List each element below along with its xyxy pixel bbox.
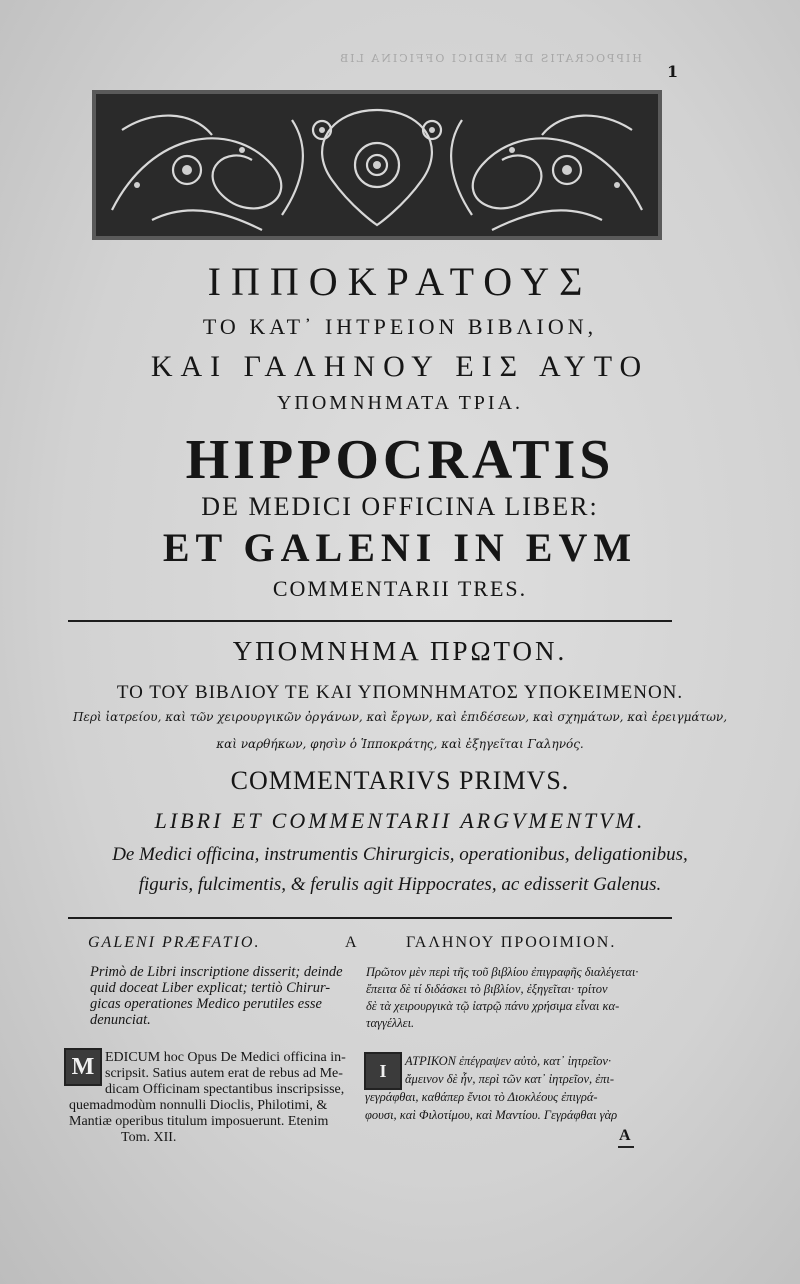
right-column-summary: [366, 964, 638, 1032]
summary-line: Primò de Libri inscriptione disserit; deinde: [90, 964, 343, 980]
show-through-text: HIPPOCRATIS DE MEDICI OFFICINA LIB: [338, 52, 642, 65]
latin-title-line-4: COMMENTARII TRES.: [272, 576, 528, 601]
body-line: ἄμεινον δὲ ἦν, περὶ τῶν κατ᾿ ἰητρεῖον, ἐπι-: [405, 1072, 615, 1086]
summary-line: denunciat.: [90, 1012, 151, 1028]
decorated-initial-m: M: [64, 1048, 102, 1086]
body-line: Tom. XII.: [121, 1130, 177, 1145]
body-line: EDICUM hoc Opus De Medici officina in-: [105, 1050, 346, 1065]
left-column-body: [69, 1050, 346, 1146]
right-column-heading: ΓΑΛΗΝΟΥ ΠΡΟΟΙΜΙΟΝ.: [406, 934, 617, 951]
body-line: γεγράφθαι, καθάπερ ἔνιοι τὸ Διοκλέους ἐπιγρά-: [365, 1090, 598, 1104]
greek-title-line-3: ΚΑΙ ΓΑΛΗΝΟΥ ΕΙΣ ΑΥΤΟ: [150, 350, 650, 383]
summary-line: Πρῶτον μὲν περὶ τῆς τοῦ βιβλίου ἐπιγραφῆς διαλέγεται·: [366, 965, 639, 979]
signature-underline: [618, 1146, 634, 1148]
left-column-heading: GALENI PRÆFATIO.: [88, 934, 261, 951]
greek-title-line-2: ΤΟ ΚΑΤ᾿ ΙΗΤΡΕΙΟΝ ΒΙΒΛΙΟΝ,: [202, 314, 598, 339]
signature-mark: A: [619, 1127, 631, 1144]
body-line: ΑΤΡΙΚΟΝ ἐπέγραψεν αὐτὸ, κατ᾿ ἰητρεῖον·: [405, 1054, 612, 1068]
latin-title-line-3: ET GALENI IN EVM: [162, 525, 638, 570]
summary-line: ταγγέλλει.: [366, 1016, 415, 1030]
body-line: dicam Officinam spectantibus inscripsisse,: [105, 1082, 345, 1097]
column-marker: A: [345, 934, 357, 951]
latin-title-line-1: HIPPOCRATIS: [185, 429, 615, 491]
greek-commentary-title: ΥΠΟΜΝΗΜΑ ΠΡΩΤΟΝ.: [232, 636, 568, 666]
latin-commentary-title: COMMENTARIVS PRIMVS.: [230, 766, 570, 795]
decorated-initial-i: I: [364, 1052, 402, 1090]
summary-line: quid doceat Liber explicat; tertiò Chirur-: [90, 980, 331, 996]
ornamental-headpiece: [92, 90, 662, 240]
body-line: quemadmodùm nonnulli Dioclis, Philotimi, &: [69, 1098, 328, 1113]
greek-commentary-subtitle: ΤΟ ΤΟΥ ΒΙΒΛΙΟΥ ΤΕ ΚΑΙ ΥΠΟΜΝΗΜΑΤΟΣ ΥΠΟΚΕΙΜΕΝΟΝ.: [116, 682, 684, 703]
summary-line: δὲ τὰ χειρουργικὰ τῷ ἰατρῷ πάνυ χρήσιμα εἶναι κα-: [366, 999, 620, 1013]
body-line: Mantiæ operibus titulum imposuerunt. Etenim: [69, 1114, 329, 1129]
summary-line: gicas operationes Medico perutiles esse: [90, 996, 322, 1012]
greek-title-line-4: ΥΠΟΜΝΗΜΑΤΑ ΤΡΙΑ.: [276, 392, 524, 414]
latin-argument-line-2: figuris, fulcimentis, & ferulis agit Hippocrates, ac edisserit Galenus.: [138, 874, 662, 895]
latin-commentary-subtitle: LIBRI ET COMMENTARII ARGVMENTVM.: [154, 808, 646, 833]
divider-rule-top: [68, 620, 672, 622]
latin-title-line-2: DE MEDICI OFFICINA LIBER:: [201, 492, 599, 521]
right-column-body: [365, 1052, 618, 1124]
latin-argument-line-1: De Medici officina, instrumentis Chirurgicis, operationibus, deligationibus,: [112, 844, 688, 865]
divider-rule-bottom: [68, 917, 672, 919]
body-line: scripsit. Satius autem erat de rebus ad Me-: [105, 1066, 343, 1081]
greek-title-line-1: ΙΠΠΟΚΡΑΤΟΥΣ: [207, 259, 593, 304]
greek-argument-line-1: Περὶ ἰατρείου, καὶ τῶν χειρουργικῶν ὀργάνων, καὶ ἔργων, καὶ ἐπιδέσεων, καὶ σχημάτων, καὶ ἐρειγμάτων,: [72, 710, 728, 724]
greek-argument-line-2: καὶ ναρθήκων, φησὶν ὁ Ἱπποκράτης, καὶ ἐξηγεῖται Γαληνός.: [216, 737, 584, 751]
folio-number: 1: [667, 62, 679, 81]
body-line: φουσι, καὶ Φιλοτίμου, καὶ Μαντίου. Γεγράφθαι γὰρ: [365, 1108, 618, 1122]
summary-line: ἔπειτα δὲ τί διδάσκει τὸ βιβλίον, ἐξηγεῖται· τρίτον: [366, 982, 608, 996]
left-column-summary: [90, 964, 343, 1028]
